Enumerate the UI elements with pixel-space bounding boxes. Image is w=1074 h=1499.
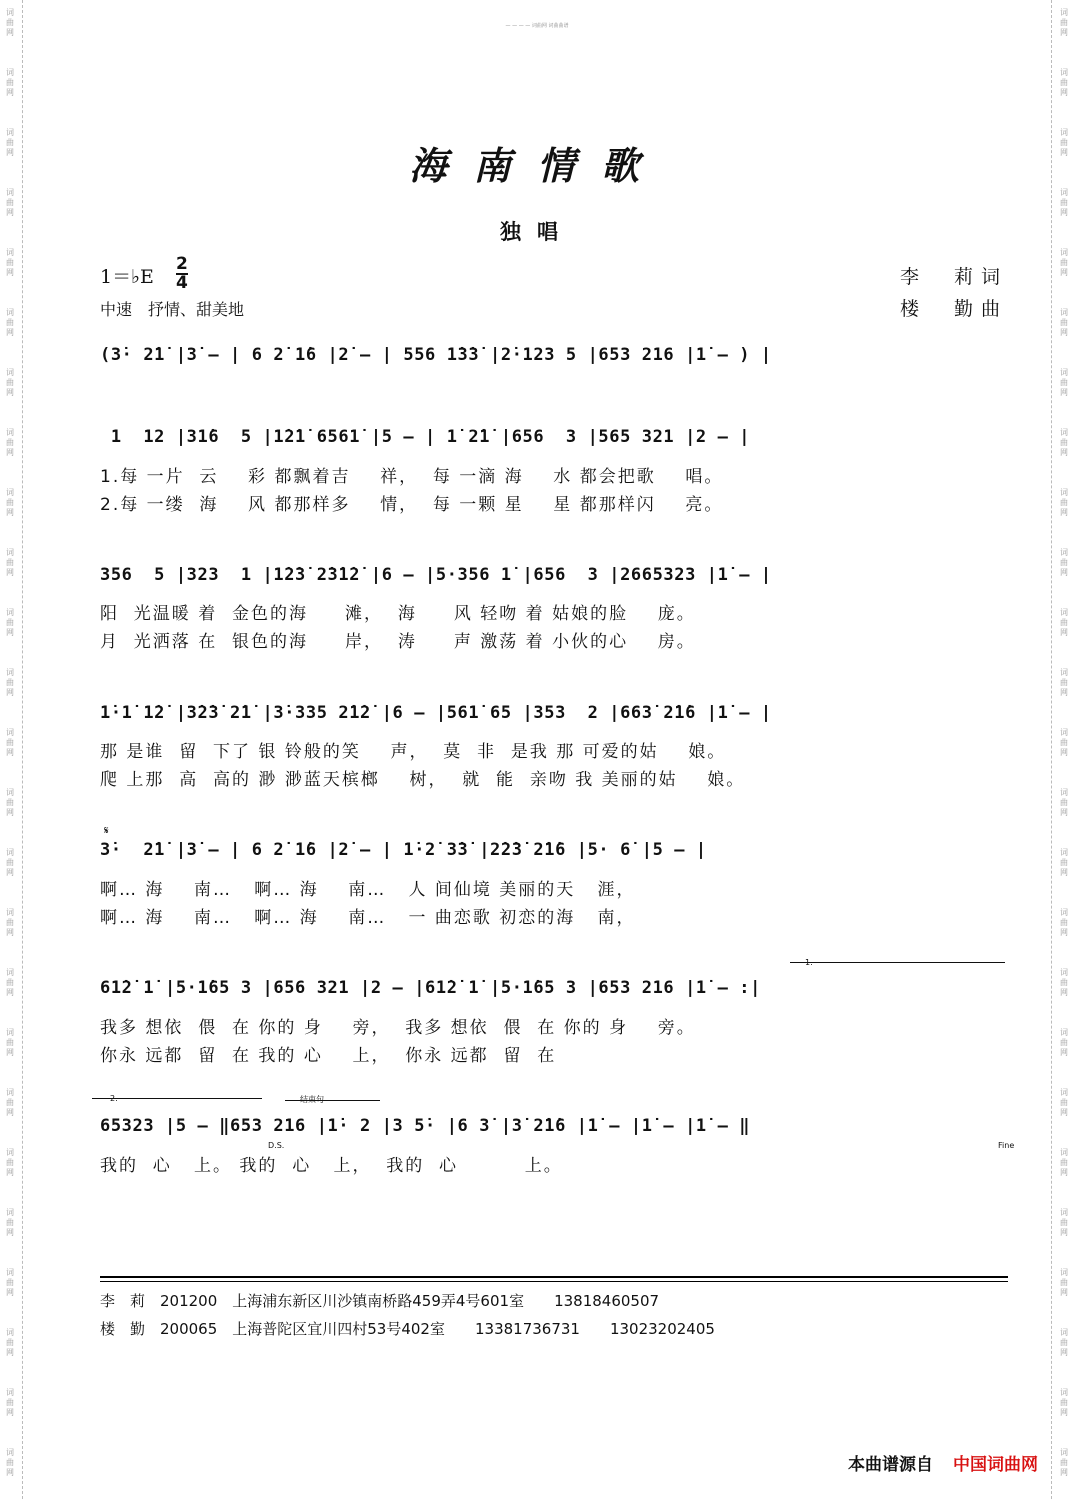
watermark-char: 曲 <box>6 1278 14 1287</box>
watermark-group <box>1057 488 1071 518</box>
watermark-char: 曲 <box>1060 498 1068 507</box>
watermark-char: 网 <box>6 1168 14 1177</box>
watermark-group <box>1057 668 1071 698</box>
watermark-group <box>3 668 17 698</box>
watermark-char: 词 <box>1060 548 1068 557</box>
watermark-char: 网 <box>1060 328 1068 337</box>
watermark-char: 词 <box>1060 308 1068 317</box>
watermark-char: 曲 <box>1060 18 1068 27</box>
lyric-verse-1: 啊… 海 南… 啊… 海 南… 人 间仙境 美丽的天 涯， <box>100 880 636 900</box>
watermark-char: 网 <box>6 748 14 757</box>
watermark-char: 曲 <box>6 318 14 327</box>
watermark-char: 曲 <box>6 258 14 267</box>
watermark-char: 词 <box>1060 428 1068 437</box>
watermark-char: 网 <box>1060 1048 1068 1057</box>
watermark-char: 曲 <box>6 1398 14 1407</box>
watermark-char: 曲 <box>1060 1038 1068 1047</box>
source-label: 本曲谱源自 <box>848 1455 933 1475</box>
watermark-group <box>1057 1148 1071 1178</box>
watermark-char: 网 <box>6 568 14 577</box>
watermark-group <box>3 1388 17 1418</box>
watermark-char: 词 <box>1060 68 1068 77</box>
watermark-char: 网 <box>6 148 14 157</box>
watermark-char: 词 <box>1060 1448 1068 1457</box>
watermark-char: 曲 <box>1060 138 1068 147</box>
watermark-group <box>3 968 17 998</box>
watermark-char: 网 <box>6 868 14 877</box>
watermark-char: 网 <box>6 448 14 457</box>
watermark-group <box>3 1208 17 1238</box>
watermark-char: 曲 <box>6 198 14 207</box>
watermark-char: 曲 <box>6 738 14 747</box>
watermark-group <box>1057 548 1071 578</box>
watermark-char: 网 <box>6 988 14 997</box>
watermark-char: 词 <box>1060 488 1068 497</box>
staff-3 <box>100 565 1010 595</box>
lyric-verse-1: 那 是谁 留 下了 银 铃般的笑 声， 莫 非 是我 那 可爱的姑 娘。 <box>100 742 727 762</box>
watermark-group <box>3 248 17 278</box>
watermark-char: 曲 <box>6 498 14 507</box>
watermark-char: 词 <box>1060 1088 1068 1097</box>
watermark-char: 曲 <box>6 1098 14 1107</box>
source-site-link[interactable]: 中国词曲网 <box>953 1455 1038 1475</box>
watermark-char: 词 <box>1060 788 1068 797</box>
staff-6 <box>100 978 1010 1008</box>
notation-line: 356 5 |323 1 |1̇2̇3̇ 2̇3̇1̇2̇ |6 — |5·356 1̇ |656 3 |2665323 |1̇ — | <box>100 565 772 585</box>
watermark-char: 曲 <box>1060 378 1068 387</box>
watermark-char: 曲 <box>6 678 14 687</box>
watermark-char: 词 <box>6 428 14 437</box>
fine-mark: Fine <box>998 1141 1015 1150</box>
watermark-char: 网 <box>6 808 14 817</box>
watermark-char: 曲 <box>6 18 14 27</box>
watermark-char: 网 <box>1060 1228 1068 1237</box>
watermark-char: 词 <box>1060 368 1068 377</box>
watermark-char: 曲 <box>6 1038 14 1047</box>
watermark-char: 词 <box>6 368 14 377</box>
watermark-group <box>3 1148 17 1178</box>
watermark-char: 曲 <box>6 378 14 387</box>
watermark-char: 词 <box>1060 128 1068 137</box>
watermark-group <box>3 188 17 218</box>
watermark-char: 曲 <box>1060 918 1068 927</box>
watermark-char: 词 <box>6 788 14 797</box>
watermark-group <box>3 68 17 98</box>
watermark-char: 网 <box>1060 1468 1068 1477</box>
lyric-verse-2: 啊… 海 南… 啊… 海 南… 一 曲恋歌 初恋的海 南， <box>100 908 636 928</box>
watermark-group <box>3 1328 17 1358</box>
watermark-char: 曲 <box>1060 1338 1068 1347</box>
watermark-char: 曲 <box>1060 1398 1068 1407</box>
watermark-group <box>3 908 17 938</box>
watermark-char: 曲 <box>1060 258 1068 267</box>
watermark-char: 曲 <box>6 798 14 807</box>
watermark-group <box>1057 1388 1071 1418</box>
watermark-char: 网 <box>1060 1108 1068 1117</box>
watermark-char: 网 <box>6 508 14 517</box>
watermark-group <box>3 308 17 338</box>
watermark-char: 网 <box>6 1048 14 1057</box>
watermark-char: 网 <box>1060 388 1068 397</box>
watermark-char: 曲 <box>6 558 14 567</box>
watermark-char: 词 <box>6 1028 14 1037</box>
watermark-char: 网 <box>1060 928 1068 937</box>
ending-phrase-bracket <box>285 1100 380 1101</box>
watermark-char: 词 <box>1060 1388 1068 1397</box>
watermark-char: 网 <box>6 208 14 217</box>
watermark-char: 曲 <box>1060 438 1068 447</box>
watermark-char: 曲 <box>6 1158 14 1167</box>
watermark-group <box>1057 908 1071 938</box>
watermark-group <box>1057 188 1071 218</box>
watermark-char: 词 <box>6 728 14 737</box>
watermark-char: 网 <box>1060 688 1068 697</box>
watermark-char: 词 <box>1060 248 1068 257</box>
ds-mark: D.S. <box>268 1141 285 1150</box>
watermark-char: 曲 <box>1060 618 1068 627</box>
watermark-group <box>3 848 17 878</box>
watermark-char: 网 <box>1060 568 1068 577</box>
watermark-char: 词 <box>6 248 14 257</box>
watermark-char: 词 <box>1060 1208 1068 1217</box>
watermark-group <box>1057 848 1071 878</box>
song-subtitle: 独唱 <box>500 220 574 244</box>
key-signature: 1＝♭E <box>100 266 154 288</box>
lyric-verse-2: 爬 上那 高 高的 渺 渺蓝天槟榔 树， 就 能 亲吻 我 美丽的姑 娘。 <box>100 770 746 790</box>
watermark-char: 曲 <box>6 138 14 147</box>
watermark-char: 词 <box>1060 1268 1068 1277</box>
notation-line: 3̇· 2̇1̇ |3̇ — | 6 2̇ 1̇6 |2̇ — | 1̇·2̇ 3̇3̇ |2̇2̇3̇ 2̇1̇6 |5· 6̇ |5 — | <box>100 840 707 860</box>
watermark-char: 网 <box>1060 448 1068 457</box>
watermark-group <box>3 1268 17 1298</box>
watermark-char: 网 <box>6 88 14 97</box>
watermark-group <box>3 788 17 818</box>
lyric-verse-2: 你永 远都 留 在 我的 心 上， 你永 远都 留 在 <box>100 1046 557 1066</box>
watermark-char: 曲 <box>1060 198 1068 207</box>
ending-phrase-label: 结束句 <box>300 1095 324 1104</box>
staff-4 <box>100 703 1010 733</box>
watermark-group <box>3 488 17 518</box>
watermark-group <box>1057 428 1071 458</box>
watermark-group <box>1057 68 1071 98</box>
watermark-char: 词 <box>1060 908 1068 917</box>
watermark-group <box>1057 1448 1071 1478</box>
watermark-group <box>1057 728 1071 758</box>
watermark-char: 网 <box>6 1228 14 1237</box>
watermark-char: 词 <box>6 1268 14 1277</box>
watermark-char: 词 <box>6 488 14 497</box>
watermark-char: 词 <box>1060 188 1068 197</box>
watermark-char: 网 <box>1060 868 1068 877</box>
watermark-char: 词 <box>1060 8 1068 17</box>
watermark-char: 词 <box>6 188 14 197</box>
watermark-char: 网 <box>1060 1408 1068 1417</box>
watermark-char: 网 <box>6 28 14 37</box>
watermark-char: 网 <box>6 688 14 697</box>
song-title: 海南情歌 <box>408 143 665 188</box>
top-note: — — — — 词曲网 词曲曲谱 <box>505 23 569 29</box>
notation-line: (3̇· 2̇1̇ |3̇ — | 6 2̇ 1̇6 |2̇ — | 556 1̇3̇3̇ |2̇·123 5 |653 216 |1̇ — ) | <box>100 345 772 365</box>
watermark-char: 网 <box>1060 808 1068 817</box>
watermark-char: 词 <box>6 128 14 137</box>
watermark-char: 词 <box>6 548 14 557</box>
watermark-char: 曲 <box>6 918 14 927</box>
watermark-char: 曲 <box>1060 78 1068 87</box>
watermark-char: 曲 <box>6 1338 14 1347</box>
watermark-group <box>3 428 17 458</box>
watermark-char: 曲 <box>1060 558 1068 567</box>
watermark-group <box>1057 1328 1071 1358</box>
watermark-group <box>1057 1028 1071 1058</box>
watermark-char: 网 <box>1060 628 1068 637</box>
watermark-char: 网 <box>1060 988 1068 997</box>
lyric-verse-2: 月 光洒落 在 银色的海 岸， 涛 声 激荡 着 小伙的心 房。 <box>100 632 696 652</box>
watermark-char: 网 <box>6 328 14 337</box>
lyric-verse-1: 我的 心 上。 我的 心 上， 我的 心 上。 <box>100 1156 563 1176</box>
watermark-char: 网 <box>1060 268 1068 277</box>
notation-line: 61̇2̇ 1̇ |5·1̇65 3 |656 321 |2 — |61̇2̇ 1̇ |5·1̇65 3 |653 216 |1̇ — :| <box>100 978 761 998</box>
watermark-char: 网 <box>6 388 14 397</box>
watermark-char: 词 <box>6 1148 14 1157</box>
composer-credit: 楼 勤曲 <box>899 298 1008 320</box>
contact-composer: 楼 勤 200065 上海普陀区宜川四村53号402室 13381736731 13023202405 <box>100 1320 715 1338</box>
watermark-char: 词 <box>6 848 14 857</box>
notation-line: 65323 |5 — ‖653 216 |1̇· 2 |3 5̇· |6 3̇ |3̇ 2̇1̇6 |1̇ — |1̇ — |1̇ — ‖ <box>100 1116 751 1136</box>
watermark-char: 词 <box>6 668 14 677</box>
watermark-char: 网 <box>1060 208 1068 217</box>
watermark-char: 曲 <box>1060 318 1068 327</box>
watermark-char: 词 <box>1060 668 1068 677</box>
lyric-verse-2: 2.每 一缕 海 风 都那样多 情， 每 一颗 星 星 都那样闪 亮。 <box>100 495 724 515</box>
tempo-marking: 中速 抒情、甜美地 <box>100 300 245 319</box>
watermark-char: 网 <box>1060 88 1068 97</box>
watermark-char: 曲 <box>6 1458 14 1467</box>
watermark-group <box>3 368 17 398</box>
watermark-char: 词 <box>1060 608 1068 617</box>
watermark-char: 词 <box>6 608 14 617</box>
lyric-verse-1: 1.每 一片 云 彩 都飘着吉 祥， 每 一滴 海 水 都会把歌 唱。 <box>100 467 724 487</box>
watermark-char: 词 <box>6 968 14 977</box>
watermark-char: 曲 <box>1060 1458 1068 1467</box>
watermark-char: 词 <box>6 1448 14 1457</box>
watermark-group <box>1057 248 1071 278</box>
lyric-verse-1: 我多 想依 偎 在 你的 身 旁， 我多 想依 偎 在 你的 身 旁。 <box>100 1018 696 1038</box>
watermark-char: 词 <box>6 1388 14 1397</box>
watermark-char: 词 <box>1060 1028 1068 1037</box>
time-sig-bottom: 4 <box>176 273 188 293</box>
watermark-char: 曲 <box>1060 1158 1068 1167</box>
watermark-char: 曲 <box>6 438 14 447</box>
watermark-char: 曲 <box>6 618 14 627</box>
watermark-char: 网 <box>1060 148 1068 157</box>
contact-lyricist: 李 莉 201200 上海浦东新区川沙镇南桥路459弄4号601室 13818460507 <box>100 1292 660 1310</box>
watermark-char: 曲 <box>1060 1098 1068 1107</box>
time-sig-top: 2 <box>176 254 188 274</box>
watermark-char: 词 <box>6 1328 14 1337</box>
staff-5 <box>100 840 1010 870</box>
watermark-char: 网 <box>1060 28 1068 37</box>
watermark-char: 曲 <box>6 858 14 867</box>
volta-1-bracket <box>790 962 1005 963</box>
watermark-group <box>3 1448 17 1478</box>
watermark-char: 网 <box>6 1348 14 1357</box>
watermark-char: 曲 <box>1060 678 1068 687</box>
staff-intro <box>100 345 1010 375</box>
lyric-verse-1: 阳 光温暖 着 金色的海 滩， 海 风 轻吻 着 姑娘的脸 庞。 <box>100 604 696 624</box>
watermark-char: 网 <box>1060 508 1068 517</box>
volta-2-label: 2. <box>110 1094 118 1103</box>
watermark-char: 曲 <box>1060 798 1068 807</box>
watermark-group <box>3 548 17 578</box>
watermark-group <box>1057 308 1071 338</box>
watermark-char: 网 <box>1060 748 1068 757</box>
watermark-char: 曲 <box>6 1218 14 1227</box>
watermark-char: 曲 <box>1060 858 1068 867</box>
notation-line: 1 12 |31̇6 5 |1̇2̇1̇ 6561̇ |5 — | 1̇ 2̇1̇ |656 3 |565 321 |2 — | <box>100 427 751 447</box>
watermark-char: 曲 <box>6 978 14 987</box>
source-credit <box>848 1450 1038 1475</box>
watermark-char: 网 <box>1060 1348 1068 1357</box>
watermark-char: 词 <box>1060 1148 1068 1157</box>
watermark-group <box>1057 368 1071 398</box>
watermark-char: 网 <box>6 1288 14 1297</box>
watermark-char: 网 <box>6 1468 14 1477</box>
watermark-char: 词 <box>6 308 14 317</box>
watermark-group <box>3 1088 17 1118</box>
watermark-group <box>3 608 17 638</box>
segno-sign: 𝄋 <box>104 824 109 837</box>
watermark-char: 词 <box>6 908 14 917</box>
watermark-char: 词 <box>6 1088 14 1097</box>
watermark-char: 网 <box>6 628 14 637</box>
watermark-char: 词 <box>6 8 14 17</box>
staff-7 <box>100 1116 1010 1146</box>
watermark-char: 网 <box>6 268 14 277</box>
watermark-group <box>1057 968 1071 998</box>
watermark-char: 词 <box>1060 728 1068 737</box>
watermark-group <box>1057 1088 1071 1118</box>
watermark-char: 网 <box>1060 1288 1068 1297</box>
watermark-char: 曲 <box>1060 1218 1068 1227</box>
volta-1-label: 1. <box>805 958 813 967</box>
watermark-char: 曲 <box>6 78 14 87</box>
watermark-char: 曲 <box>1060 1278 1068 1287</box>
volta-2-bracket <box>92 1098 262 1099</box>
lyricist-credit: 李 莉词 <box>899 266 1008 288</box>
watermark-char: 网 <box>6 1108 14 1117</box>
watermark-char: 词 <box>6 68 14 77</box>
watermark-group <box>1057 1208 1071 1238</box>
time-signature <box>176 256 188 292</box>
watermark-char: 曲 <box>1060 978 1068 987</box>
watermark-char: 网 <box>6 928 14 937</box>
footer-rule-thin <box>100 1281 1008 1282</box>
footer-rule <box>100 1276 1008 1278</box>
watermark-group <box>3 728 17 758</box>
watermark-char: 词 <box>1060 1328 1068 1337</box>
watermark-char: 词 <box>1060 848 1068 857</box>
watermark-group <box>1057 1268 1071 1298</box>
watermark-group <box>1057 608 1071 638</box>
watermark-char: 词 <box>6 1208 14 1217</box>
watermark-char: 词 <box>1060 968 1068 977</box>
watermark-group <box>3 1028 17 1058</box>
watermark-char: 曲 <box>1060 738 1068 747</box>
watermark-group <box>1057 788 1071 818</box>
watermark-char: 网 <box>6 1408 14 1417</box>
watermark-char: 网 <box>1060 1168 1068 1177</box>
notation-line: 1̇·1̇ 1̇2̇ |3̇2̇3̇ 2̇1̇ |3̇·335 2̇1̇2̇ |6 — |561̇ 65 |353 2 |663̇ 2̇1̇6 |1̇ — | <box>100 703 772 723</box>
staff-2 <box>100 427 1010 457</box>
